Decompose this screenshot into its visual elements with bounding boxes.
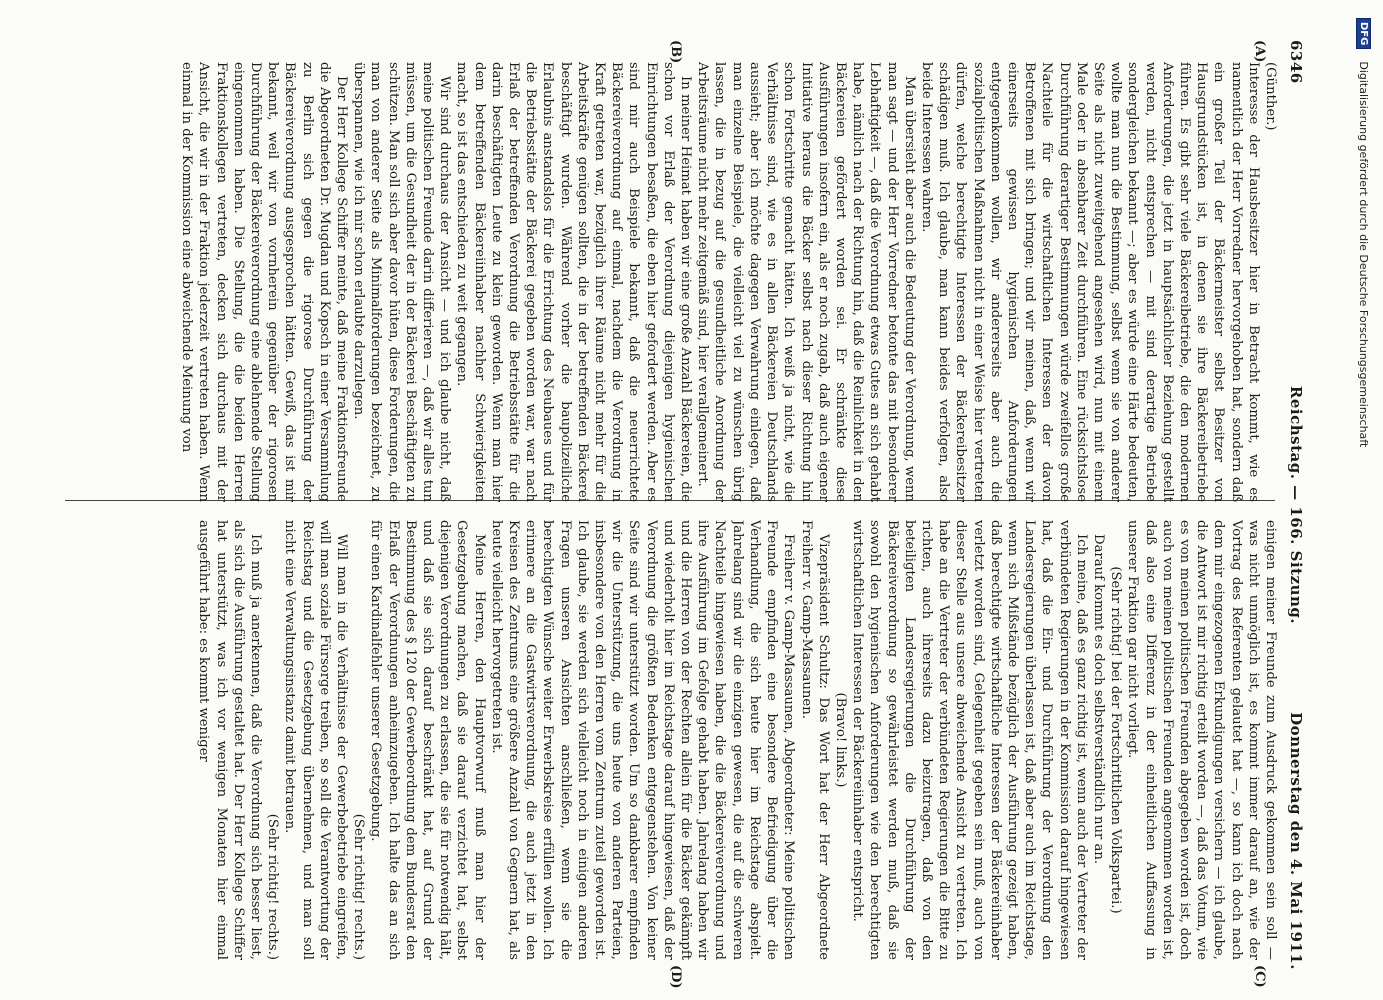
interjection: (Bravo! links.) [832, 692, 848, 788]
paragraph: Vizepräsident Schultz: Das Wort hat der Herr Abgeordnete Freiherr v. Gamp-Massaunen. [798, 520, 831, 960]
paragraph: Der Herr Kollege Schiffer meinte, daß meine Fraktionsfreunde die Abgeordneten Dr. Mugdan und Kopsch in einer Versammlung zu Berlin sich gegen die rigorose Durchführung der Bäckereiverordnung ausgesprochen hätten. Gewiß, das ist mir bekannt, weil wir von vornherein gegenüber der rigorosen Durchführung der Bäckereiverordnung eine ablehnende Stellung eingenommen haben. Die Stellung, die die beiden Herren Fraktionskollegen vertreten, decken sich durchaus mit der Ansicht, die wir in der Fraktion jederzeit vertreten haben. Wenn einmal in der Kommission eine abweichende Meinung von [179, 62, 350, 502]
paragraph: Ich muß ja anerkennen, daß die Verordnung sich besser liest, als sich die Ausführung gestaltet hat. Der Herr Kollege Schiffer hat unterstützt, was ich vor wenigen Monaten hier einmal ausgeführt habe: es kommt weniger [196, 520, 264, 960]
paragraph: Ich meine, daß es ganz richtig ist, wenn auch der Vertreter der verbündeten Regierungen in der Kommission darauf hingewiesen hat, daß die Ein- und Durchführung der Verordnung den Landesregierungen überlassen ist, daß aber auch im Reichstage, wenn sich Mißstände bezüglich der Ausführung gezeigt haben, daß berechtigte wirtschaftliche Interessen der Bäckereiinhaber verletzt worden sind, Gelegenheit gegeben sein muß, auch von dieser Stelle aus unsere abweichende Ansicht zu vertreten. Ich habe an die Vertreter der verbündeten Regierungen die Bitte zu richten, auch ihrerseits dazu beizutragen, daß von den beteiligten Landesregierungen die Durchführung der Bäckereiverordnung so gewährleistet werden muß, daß sie sowohl den hygienischen Anforderungen wie den berechtigten wirtschaftlichen Interessen der Bäckereiinhaber entspricht. [850, 520, 1089, 960]
paragraph: einigen meiner Freunde zum Ausdruck gekommen sein soll — was nicht unmöglich ist, es kommt immer darauf an, wie der Vortrag des Referenten gelautet hat —, so kann ich doch nach dem mir eingezogenen Erkundigungen versichern — ich glaube, die Antwort ist mir richtig erteilt worden —, daß das Votum, wie es von meinen politischen Freunden abgegeben worden ist, doch auch von meinen politischen Freunden angenommen worden ist, daß also eine Differenz in der einheitlichen Auffassung in unserer Fraktion gar nicht vorliegt. [1125, 520, 1278, 960]
left-column [59, 62, 1279, 502]
margin-marker-d: (D) [668, 965, 683, 989]
session-date: Donnerstag den 4. Mai 1911. [1287, 712, 1305, 970]
digitization-text: Digitalisierung gefördert durch die Deutsche Forschungsgemeinschaft [1357, 61, 1371, 448]
paragraph: Man übersieht aber auch die Bedeutung der Verordnung, wenn man sagt — und der Herr Vorredner betonte das mit besonderer Lebhaftigkeit —, daß die Verordnung etwas Gutes an sich gehabt habe, nämlich nach der Richtung hin, daß die Reinlichkeit in den Bäckereien gefördert worden sei. Er schränkte diese Ausführungen insofern ein, als er noch zugab, daß auch eigener Initiative heraus die Bäcker selbst nach dieser Richtung hin schon Fortschritte gemacht hätten. Ich weiß ja nicht, wie die Verhältnisse sind, wie es in allen Bäckereien Deutschlands aussieht; aber ich möchte dagegen Verwahrung einlegen, daß man einzelne Beispiele, die vielleicht viel zu wünschen übrig lassen, die in bezug auf die gesundheitliche Anordnung der Arbeitsräume nicht mehr zeitgemäß sind, hier verallgemeinert. [695, 62, 917, 502]
interjection: (Sehr richtig! rechts.) [265, 813, 281, 960]
session-title: Reichstag. — 166. Sitzung. [1287, 385, 1305, 625]
paragraph: Darauf kommt es doch selbstverständlich nur an. [1090, 534, 1106, 865]
digitization-note [1353, 0, 1375, 1000]
right-column [59, 520, 1279, 960]
paragraph: Wir sind durchaus der Ansicht — und ich glaube nicht, daß meine politischen Freunde darin differieren —, daß wir alles tun müssen, um die Gesundheit der in der Bäckerei Beschäftigten zu schützen. Man soll sich aber davor hüten, diese Forderungen, die man von anderer Seite als Minimalforderungen bezeichnet, zu überspannen, wie ich mir schon erlaubte darzulegen. [351, 62, 453, 502]
margin-marker-c: (C) [1252, 965, 1267, 988]
interjection: (Sehr richtig! rechts.) [351, 813, 367, 960]
interjection: (Sehr richtig! bei der Fortschrittlichen Volkspartei.) [1108, 566, 1124, 914]
paragraph: Meine Herren, den Hauptvorwurf muß man hier der Gesetzgebung machen, daß sie darauf verzichtet hat, selbst diejenigen Verordnungen zu erlassen, die sie für notwendig hält, und daß sie sich darauf beschränkt hat, auf Grund der Bestimmung des § 120 der Gewerbeordnung dem Bundesrat den Erlaß der Verordnungen anheimzugeben. Ich halte das an sich für einen Kardinalfehler unserer Gesetzgebung. [368, 520, 487, 960]
page-number: 6346 [1287, 40, 1305, 84]
paragraph: Interesse der Hausbesitzer hier in Betracht kommt, wie es namentlich der Herr Vorredner hervorgehoben hat, sondern daß ein großer Teil der Bäckermeister selbst Besitzer von Hausgrundstücken ist, in denen sie ihre Bäckereibetriebe führen. Es gibt sehr viele Bäckereibetriebe, die den modernen Anforderungen, die jetzt in hauptsächlicher Beziehung gestellt werden, nicht entsprechen — mit sind derartige Betriebe sondergleichen bekannt —; aber es würde eine Härte bedeuten, wollte man nun die Bestimmung, selbst wenn sie von anderer Seite als nicht zuweitgehend angesehen wird, nun mit einem Male oder in absehbarer Zeit durchführen. Eine rücksichtslose Durchführung derartiger Bestimmungen würde zweifellos große Nachteile für die wirtschaftlichen Interessen der davon Betroffenen mit sich bringen; und wir meinen, daß, wenn wir einerseits gewissen hygienischen Anforderungen entgegenkommen wollen, wir andererseits aber auch die sozialpolitischen Maßnahmen nicht in einer Weise hier vertreten dürfen, welche berechtigte Interessen der Bäckereibesitzer schädigen muß. Ich glaube, man kann beides verfolgen, also beide Interessen wahren. [918, 62, 1261, 502]
speaker-heading: (Günther.) [1263, 62, 1278, 131]
paragraph: Will man in die Verhältnisse der Gewerbebetriebe eingreifen, will man soziale Fürsorge treiben, so soll die Verantwortung der Reichstag und die Gesetzgebung übernehmen, und man soll nicht eine Verwaltungsinstanz damit betrauen. [282, 520, 350, 960]
margin-marker-b: (B) [668, 40, 683, 64]
paragraph: Freiherr v. Gamp-Massaunen, Abgeordneter: Meine politischen Freunde empfinden eine besondere Befriedigung über die Verhandlung, die sich heute hier im Reichstage abspielt. Jahrelang sind wir die einzigen gewesen, die auf die schweren Nachteile hingewiesen haben, die die Bäckereiverordnung und ihre Ausführung im Gefolge gehabt haben. Jahrelang haben wir und die Herren von der Rechten allein für die Bäcker gekämpft und wiederholt hier im Reichstage darauf hingewiesen, daß der Verordnung die größten Bedenken entgegenstehen. Von keiner Seite sind wir unterstützt worden. Um so dankbarer empfinden wir die Unterstützung, die uns heute von anderen Parteien, insbesondere von den Herren vom Zentrum zuteil geworden ist. Ich glaube, sie werden sich vielleicht noch in einigen anderen Fragen unseren Ansichten anschließen, wenn sie die berechtigten Wünsche weiter Erwerbskreise erfüllen wollen. Ich erinnere an die Gastwirtsverordnung, die auch jetzt in den Kreisen des Zentrums eine größere Anzahl von Gegnern hat, als heute vielleicht hervorgetreten ist. [488, 520, 797, 960]
margin-marker-a: (A) [1252, 40, 1267, 63]
page-header [1283, 40, 1305, 970]
paragraph: In meiner Heimat haben wir eine große Anzahl Bäckereien, die schon vor Erlaß der Verordnung diejenigen hygienischen Einrichtungen besaßen, die eben hier gefordert werden. Aber es sind mir auch Beispiele bekannt, daß die neuerrichtete Bäckereiverordnung auf einmal, nachdem die Verordnung in Kraft getreten war, bezüglich ihrer Räume nicht mehr für die Arbeitskräfte genügen sollten, die in der betreffenden Bäckerei beschäftigt wurden. Während vorher die baupolizeiliche Erlaubnis anstandslos für die Errichtung des Neubaues und für die Betriebsstätte der Bäckerei gegeben worden war, war nach Erlaß der betreffenden Verordnung die Betriebsstätte für die darin beschäftigten Leute zu klein geworden. Wenn man hier dem betreffenden Bäckereiinhaber nachher Schwierigkeiten macht, so ist das entschieden zu weit gegangen. [454, 62, 694, 502]
dfg-logo: DFG [1357, 18, 1372, 49]
